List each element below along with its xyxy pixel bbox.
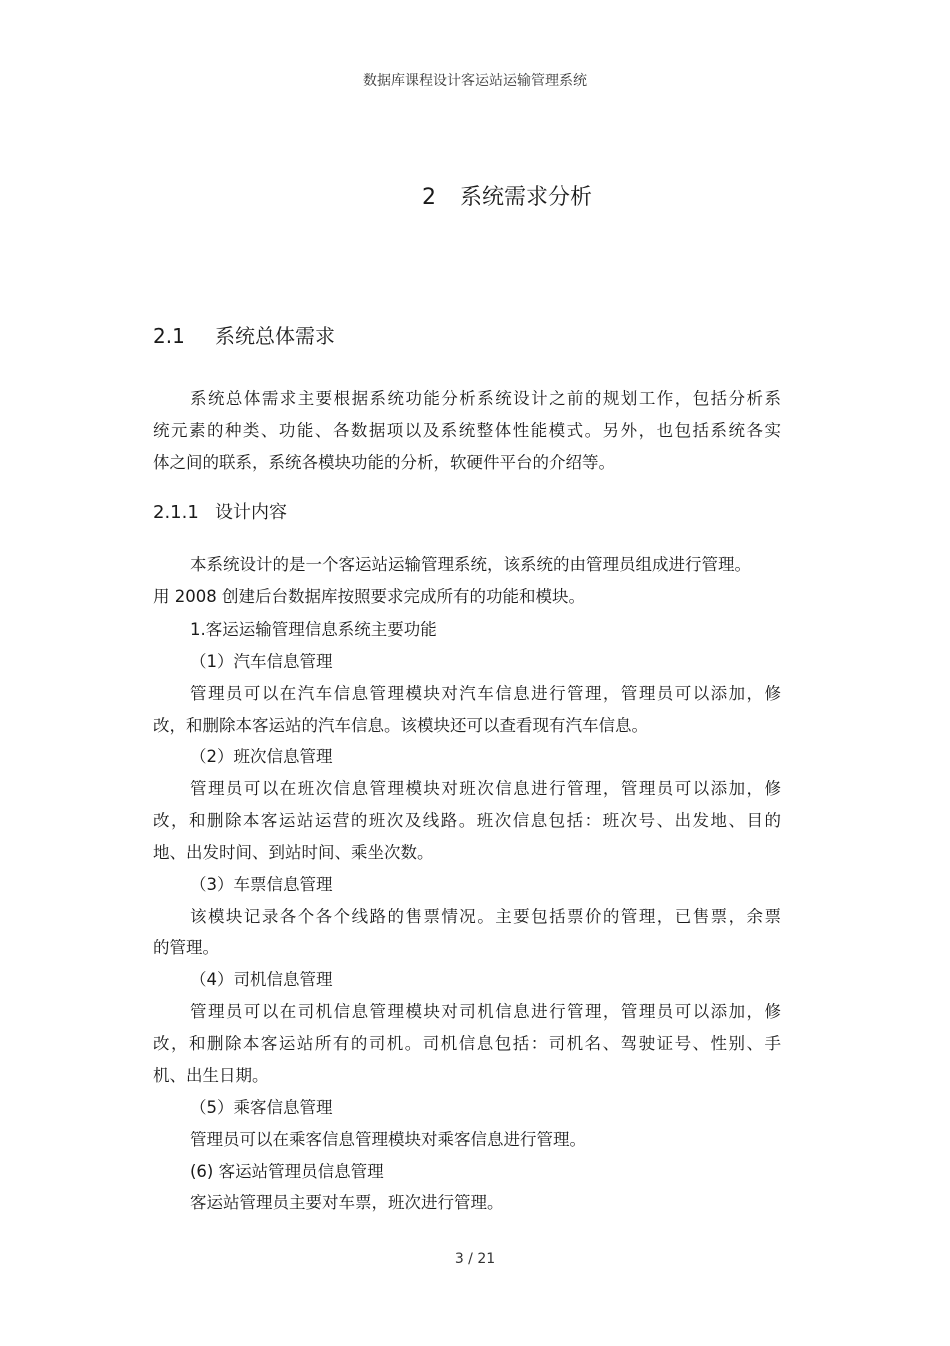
item-line: 改，和删除本客运站运营的班次及线路。班次信息包括：班次号、出发地、目的 bbox=[153, 811, 781, 830]
main-function-heading: 1.客运运输管理信息系统主要功能 bbox=[190, 620, 437, 639]
subsection-heading bbox=[153, 498, 287, 524]
chapter-title: 系统需求分析 bbox=[460, 185, 593, 210]
item-title: （5）乘客信息管理 bbox=[190, 1098, 333, 1117]
item-line: 机、出生日期。 bbox=[153, 1066, 269, 1085]
item-line: 地、出发时间、到站时间、乘坐次数。 bbox=[153, 843, 434, 862]
subsection-title: 设计内容 bbox=[215, 502, 287, 523]
item-title: （3）车票信息管理 bbox=[190, 875, 333, 894]
item-line: 管理员可以在班次信息管理模块对班次信息进行管理，管理员可以添加，修 bbox=[190, 779, 781, 798]
paragraph-line: 体之间的联系，系统各模块功能的分析，软硬件平台的介绍等。 bbox=[153, 453, 615, 472]
item-title: （1）汽车信息管理 bbox=[190, 652, 333, 671]
subsection-number: 2.1.1 bbox=[153, 502, 199, 523]
item-line: 管理员可以在乘客信息管理模块对乘客信息进行管理。 bbox=[190, 1130, 586, 1149]
item-line: 该模块记录各个各个线路的售票情况。主要包括票价的管理，已售票，余票 bbox=[190, 907, 781, 926]
running-header: 数据库课程设计客运站运输管理系统 bbox=[363, 73, 587, 89]
item-line: 管理员可以在汽车信息管理模块对汽车信息进行管理，管理员可以添加，修 bbox=[190, 684, 781, 703]
chapter-heading bbox=[422, 180, 592, 211]
item-title: (6) 客运站管理员信息管理 bbox=[190, 1162, 384, 1181]
chapter-number: 2 bbox=[422, 185, 436, 210]
paragraph-line: 系统总体需求主要根据系统功能分析系统设计之前的规划工作，包括分析系 bbox=[190, 389, 781, 408]
item-line: 的管理。 bbox=[153, 938, 219, 957]
section-title: 系统总体需求 bbox=[215, 324, 335, 348]
item-line: 客运站管理员主要对车票，班次进行管理。 bbox=[190, 1193, 504, 1212]
section-number: 2.1 bbox=[153, 324, 185, 348]
item-title: （4）司机信息管理 bbox=[190, 970, 333, 989]
section-heading bbox=[153, 320, 335, 349]
item-line: 改，和删除本客运站所有的司机。司机信息包括：司机名、驾驶证号、性别、手 bbox=[153, 1034, 781, 1053]
item-line: 改，和删除本客运站的汽车信息。该模块还可以查看现有汽车信息。 bbox=[153, 716, 648, 735]
intro-line: 本系统设计的是一个客运站运输管理系统，该系统的由管理员组成进行管理。 bbox=[190, 555, 751, 574]
paragraph-line: 统元素的种类、功能、各数据项以及系统整体性能模式。另外，也包括系统各实 bbox=[153, 421, 781, 440]
item-line: 管理员可以在司机信息管理模块对司机信息进行管理，管理员可以添加，修 bbox=[190, 1002, 781, 1021]
page-number: 3 / 21 bbox=[454, 1251, 496, 1267]
intro-line: 用 2008 创建后台数据库按照要求完成所有的功能和模块。 bbox=[153, 587, 585, 606]
item-title: （2）班次信息管理 bbox=[190, 747, 333, 766]
